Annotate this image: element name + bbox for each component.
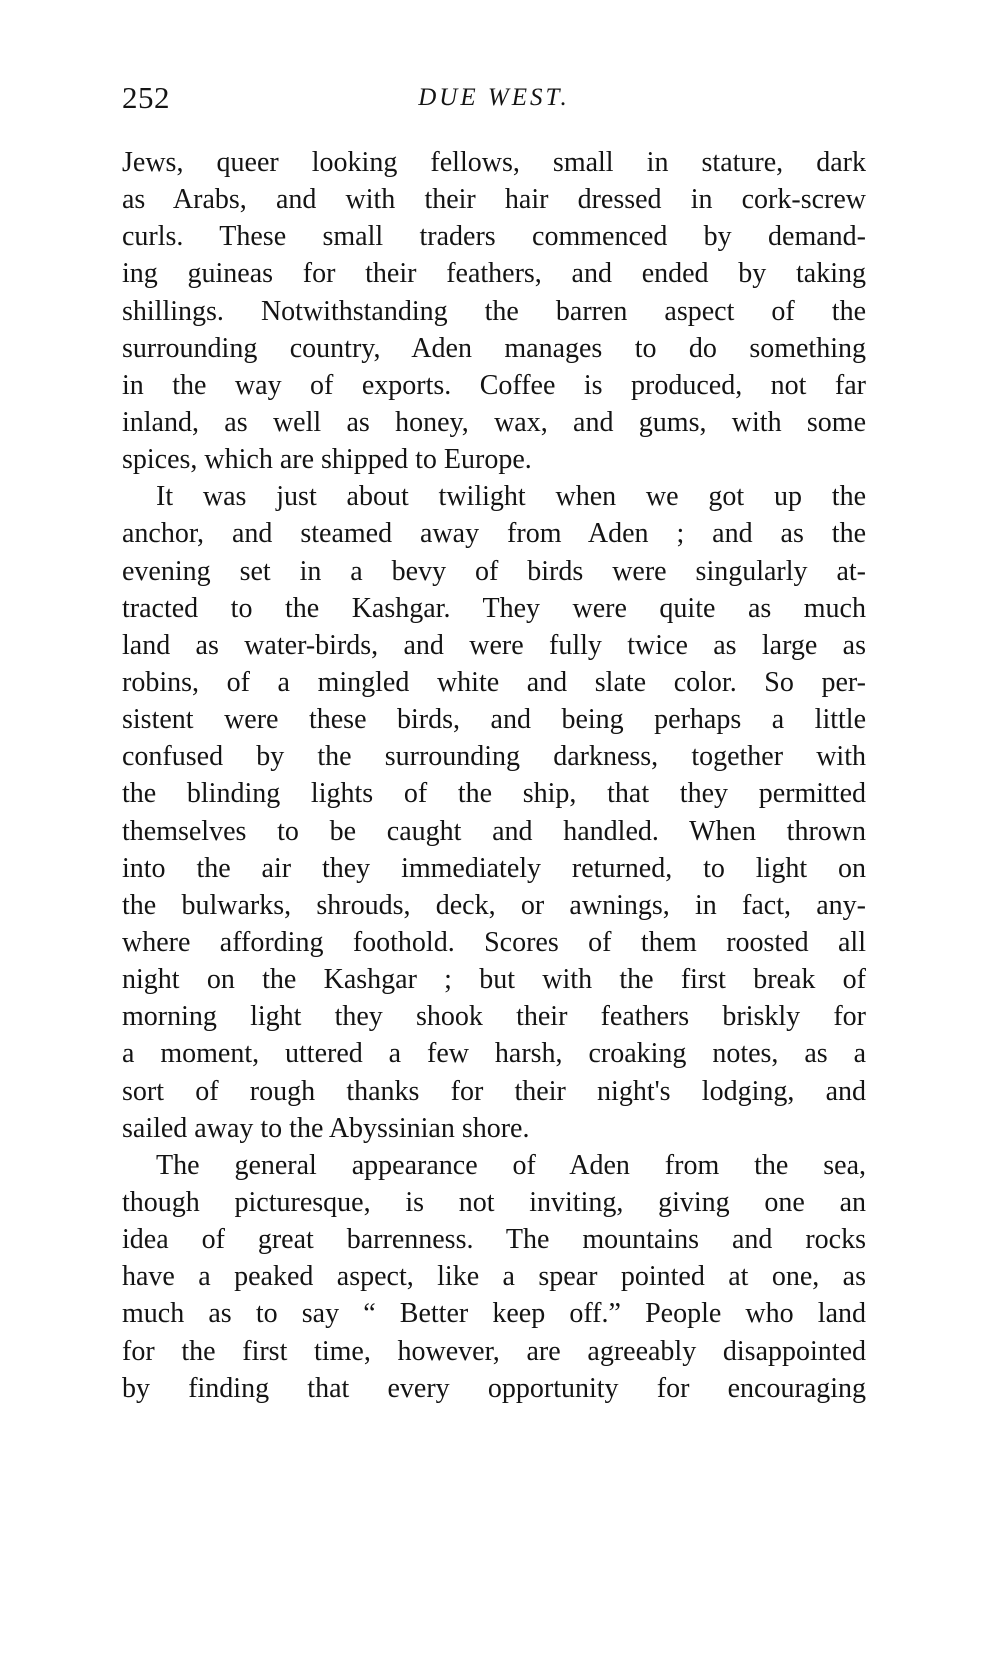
text-line: the bulwarks, shrouds, deck, or awnings, in fact, any- (122, 889, 866, 921)
paragraph (122, 144, 866, 478)
text-line: sistent were these birds, and being perhaps a little (122, 704, 866, 736)
text-line: robins, of a mingled white and slate color. So per- (122, 666, 866, 698)
text-line: by finding that every opportunity for encouraging (122, 1372, 866, 1404)
page-number: 252 (122, 80, 170, 115)
paragraph (122, 478, 866, 1147)
text-line: themselves to be caught and handled. When thrown (122, 815, 866, 847)
text-line: The general appearance of Aden from the sea, (156, 1149, 866, 1181)
text-line: as Arabs, and with their hair dressed in cork-screw (122, 184, 866, 216)
text-line: land as water-birds, and were fully twice as large as (122, 629, 866, 661)
text-line: confused by the surrounding darkness, together with (122, 741, 866, 773)
text-line: the blinding lights of the ship, that they permitted (122, 778, 866, 810)
text-line: though picturesque, is not inviting, giving one an (122, 1186, 866, 1218)
text-line: a moment, uttered a few harsh, croaking notes, as a (122, 1038, 866, 1070)
text-line: in the way of exports. Coffee is produced, not far (122, 369, 866, 401)
text-line: morning light they shook their feathers briskly for (122, 1001, 866, 1033)
text-line: for the first time, however, are agreeably disappointed (122, 1335, 866, 1367)
text-line: inland, as well as honey, wax, and gums, with some (122, 406, 866, 438)
text-line: It was just about twilight when we got up the (156, 481, 866, 513)
text-line: sailed away to the Abyssinian shore. (122, 1112, 530, 1144)
text-line: Jews, queer looking fellows, small in stature, dark (122, 147, 866, 178)
text-line: surrounding country, Aden manages to do something (122, 332, 866, 364)
text-line: into the air they immediately returned, to light on (122, 852, 866, 884)
text-line: sort of rough thanks for their night's lodging, and (122, 1075, 866, 1107)
running-head: DUE WEST. (418, 84, 570, 111)
text-line: night on the Kashgar ; but with the first break of (122, 964, 866, 996)
body-text (122, 144, 866, 1407)
page-header (122, 80, 866, 130)
text-line: idea of great barrenness. The mountains and rocks (122, 1224, 866, 1256)
text-line: tracted to the Kashgar. They were quite as much (122, 592, 866, 624)
text-line: have a peaked aspect, like a spear pointed at one, as (122, 1261, 866, 1293)
paragraph (122, 1147, 866, 1407)
text-line: curls. These small traders commenced by demand- (122, 221, 866, 253)
text-line: ing guineas for their feathers, and ended by taking (122, 258, 866, 290)
text-line: much as to say “ Better keep off.” People who land (122, 1298, 866, 1330)
text-line: where affording foothold. Scores of them roosted all (122, 926, 866, 958)
text-line: evening set in a bevy of birds were singularly at- (122, 555, 866, 587)
text-line: anchor, and steamed away from Aden ; and as the (122, 518, 866, 550)
text-line: spices, which are shipped to Europe. (122, 444, 532, 476)
text-line: shillings. Notwithstanding the barren aspect of the (122, 295, 866, 327)
